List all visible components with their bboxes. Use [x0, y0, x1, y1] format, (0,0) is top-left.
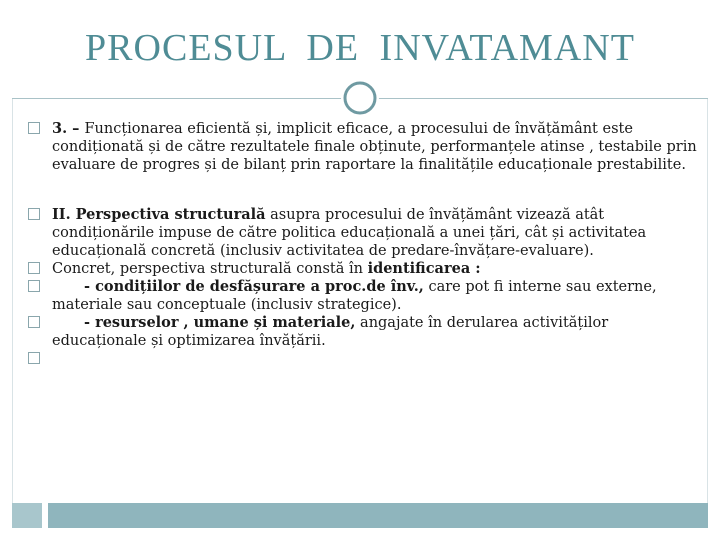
paragraph-emphasis: - resurselor , umane și materiale,	[84, 314, 356, 331]
list-item	[26, 314, 706, 350]
paragraph-heading: II. Perspectiva structurală	[52, 206, 266, 223]
slide-title: PROCESUL DE INVATAMANT	[85, 27, 635, 69]
paragraph-text: Concret, perspectiva structurală constă în	[52, 261, 368, 277]
square-bullet-icon	[28, 122, 40, 134]
list-item	[26, 120, 706, 174]
paragraph-number: 3. –	[52, 120, 85, 137]
square-bullet-icon	[28, 352, 40, 364]
list-item	[26, 206, 706, 260]
list-item	[26, 260, 706, 278]
square-bullet-icon	[28, 208, 40, 220]
paragraph-text: asupra procesului de învățământ vizează atât condiționările impuse de către politica educațională a unei țări, cât și activitatea educațională concretă (inclusiv activitatea de predare-învățare-evaluare).	[52, 207, 647, 259]
square-bullet-icon	[28, 280, 40, 292]
slide-content	[26, 120, 706, 368]
paragraph-emphasis: - condițiilor de desfășurare a proc.de înv.,	[84, 278, 424, 295]
list-item	[26, 350, 706, 368]
paragraph-text: angajate în derularea activităților educaționale și optimizarea învățării.	[52, 315, 609, 349]
paragraph-text: care pot fi interne sau externe, materiale sau conceptuale (inclusiv strategice).	[52, 279, 657, 313]
paragraph-emphasis: identificarea :	[367, 260, 481, 277]
ring-emblem-icon	[340, 78, 380, 118]
list-item	[26, 278, 706, 314]
footer-bar	[12, 503, 708, 528]
square-bullet-icon	[28, 316, 40, 328]
paragraph-text: Funcționarea eficientă și, implicit eficace, a procesului de învățământ este condiționată și de către rezultatele finale obținute, performanțele atinse , testabile prin evaluare de progres și de bilanț prin raportare la finalitățile educaționale prestabilite.	[52, 121, 697, 173]
square-bullet-icon	[28, 262, 40, 274]
